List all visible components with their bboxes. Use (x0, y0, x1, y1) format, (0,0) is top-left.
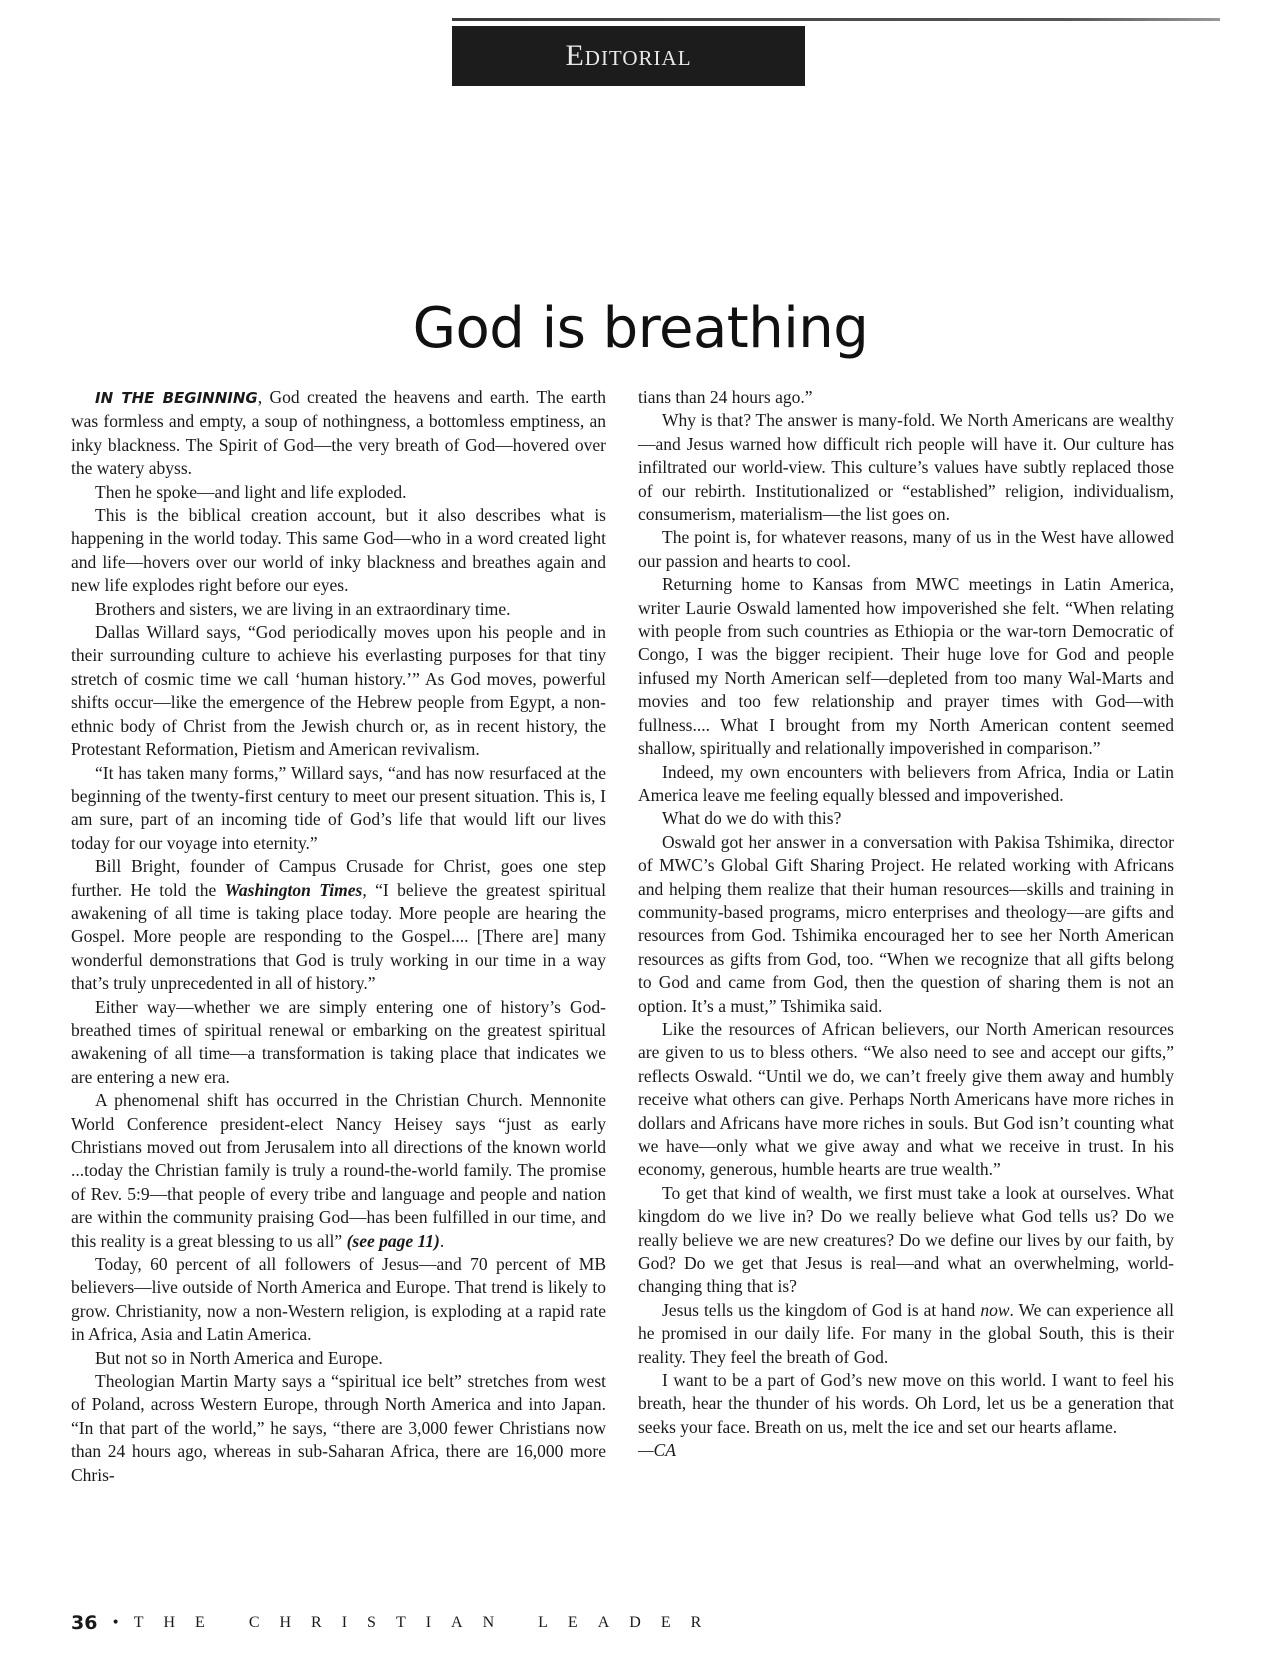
paragraph: Indeed, my own encounters with believers from Africa, India or Latin America leave me feeling equally blessed and impoverished. (638, 761, 1174, 805)
paragraph: Theologian Martin Marty says a “spiritual ice belt” stretches from west of Poland, across Western Europe, through North America and into Japan. “In that part of the world,” he says, “there are 3,000 fewer Christians now than 24 hours ago, whereas in sub-Saharan Africa, there are 16,000 more Chris- (71, 1371, 606, 1485)
paragraph (71, 855, 606, 995)
paragraph: Returning home to Kansas from MWC meetings in Latin America, writer Laurie Oswald lamented how impoverished she felt. “When relating with people from such countries as Ethiopia or the war-torn Democratic of Congo, I was the bigger recipient. Their huge love for God and people infused my North American self—depleted from too many Wal-Marts and movies and too few relationship and prayer times with God—with fullness.... What I brought from my North American content seemed shallow, spiritually and relationally impoverished in comparison.” (638, 574, 1174, 759)
paragraph-text: Bill Bright, founder of Campus Crusade for Christ, goes one step further. He told the (71, 856, 606, 900)
paragraph: Like the resources of African believers, our North American resources are given to us to bless others. “We also need to see and accept our gifts,” reflects Oswald. “Until we do, we can’t freely give them away and humbly receive what others can give. Perhaps North Americans have more riches in dollars and Africans have more riches in souls. But God isn’t counting what we have—only what we give away and what we receive in trust. In his economy, generous, humble hearts are true wealth.” (638, 1018, 1174, 1180)
section-label: Editorial (452, 26, 805, 86)
header-rule (452, 18, 1220, 21)
paragraph: Either way—whether we are simply entering one of history’s God-breathed times of spiritual renewal or embarking on the greatest spiritual awakening of all time—a transformation is taking place that indicates we are entering a new era. (71, 996, 606, 1087)
paragraph-text: . (439, 1230, 445, 1251)
emphasis: now (980, 1299, 1010, 1320)
paragraph: Brothers and sisters, we are living in an extraordinary time. (95, 598, 511, 619)
paragraph: This is the biblical creation account, but it also describes what is happening in the world today. This same God—who in a word created light and life—hovers over our world of inky blackness and breathes again and new life explodes right before our eyes. (71, 505, 606, 596)
article-column-left (71, 386, 606, 1487)
page-number: 36 (71, 1612, 98, 1634)
paragraph-text: Jesus tells us the kingdom of God is at hand (662, 1299, 981, 1320)
paragraph (638, 1299, 1174, 1369)
paragraph: Then he spoke—and light and life exploded. (95, 481, 407, 502)
paragraph: Oswald got her answer in a conversation with Pakisa Tshimika, director of MWC’s Global Gift Sharing Project. He related working with Africans and helping them realize that their human resources—skills and training in community-based programs, micro enterprises and theology—are gifts and resources from God. Tshimika encouraged her to see her North American resources as gifts from God, too. “When we recognize that all gifts belong to God and came from God, then the question of sharing them is not an option. It’s a must,” Tshimika said. (638, 831, 1174, 1016)
paragraph: What do we do with this? (662, 808, 842, 829)
page-footer (71, 1612, 721, 1634)
paragraph-text: . We can experience all he promised in our daily life. For many in the global South, this is their reality. They feel the breath of God. (638, 1299, 1174, 1367)
article-headline: God is breathing (412, 296, 869, 361)
paragraph: Why is that? The answer is many-fold. We North Americans are wealthy—and Jesus warned how difficult rich people will have it. Our culture has infiltrated our world-view. This culture’s values have subtly replaced those of our rebirth. Institutionalized or “established” religion, individualism, consumerism, materialism—the list goes on. (638, 410, 1174, 525)
publication-name: THE CHRISTIAN LEADER (133, 1614, 722, 1631)
newspaper-title: Washington Times (224, 879, 363, 900)
paragraph-text: , God created the heavens and earth. The earth was formless and empty, a soup of nothingness, a bottomless emptiness, an inky blackness. The Spirit of God—the very breath of God—hovered over the watery abyss. (71, 387, 606, 479)
paragraph: Today, 60 percent of all followers of Jesus—and 70 percent of MB believers—live outside of North America and Europe. That trend is likely to grow. Christianity, now a non-Western religion, is exploding at a rapid rate in Africa, Asia and Latin America. (71, 1254, 606, 1345)
paragraph: But not so in North America and Europe. (95, 1347, 383, 1368)
paragraph (71, 386, 606, 481)
paragraph-text: , “I believe the greatest spiritual awakening of all time is taking place today. More people are hearing the Gospel. More people are responding to the Gospel.... [There are] many wonderful demonstrations that God is truly working in our time in a way that’s truly unprecedented in all of history.” (71, 879, 606, 994)
paragraph-text: A phenomenal shift has occurred in the Christian Church. Mennonite World Conference president-elect Nancy Heisey says “just as early Christians moved out from Jerusalem into all directions of the known world ...today the Christian family is truly a round-the-world family. The promise of Rev. 5:9—that people of every tribe and language and people and nation are within the community praising God—has been fulfilled in our time, and this reality is a great blessing to us all” (71, 1090, 606, 1251)
footer-bullet: • (111, 1615, 120, 1631)
article-column-right (638, 386, 1174, 1463)
paragraph (71, 1089, 606, 1253)
paragraph: tians than 24 hours ago.” (638, 387, 813, 407)
author-signature: —CA (638, 1440, 676, 1461)
paragraph: To get that kind of wealth, we first must take a look at ourselves. What kingdom do we live in? Do we really believe what God tells us? Do we really believe we are new creatures? Do we define our lives by our faith, by God? Do we get that Jesus is real—and what an overwhelming, world-changing thing that is? (638, 1182, 1174, 1297)
paragraph: “It has taken many forms,” Willard says, “and has now resurfaced at the beginning of the twenty-first century to meet our present situation. This is, I am sure, part of an incoming tide of God’s life that would lift our lives today for our voyage into eternity.” (71, 762, 606, 853)
lead-in: IN THE BEGINNING (95, 389, 258, 407)
paragraph: The point is, for whatever reasons, many of us in the West have allowed our passion and hearts to cool. (638, 527, 1174, 571)
page-reference: (see page 11) (346, 1230, 440, 1251)
paragraph: I want to be a part of God’s new move on this world. I want to feel his breath, hear the thunder of his words. Oh Lord, let us be a generation that seeks your face. Breath on us, melt the ice and set our hearts aflame. (638, 1370, 1174, 1437)
paragraph: Dallas Willard says, “God periodically moves upon his people and in their surrounding culture to achieve his everlasting purposes for that tiny stretch of cosmic time we call ‘human history.’” As God moves, powerful shifts occur—like the emergence of the Hebrew people from Egypt, a non-ethnic body of Christ from the Jewish church or, as in recent history, the Protestant Reformation, Pietism and American revivalism. (71, 622, 606, 760)
